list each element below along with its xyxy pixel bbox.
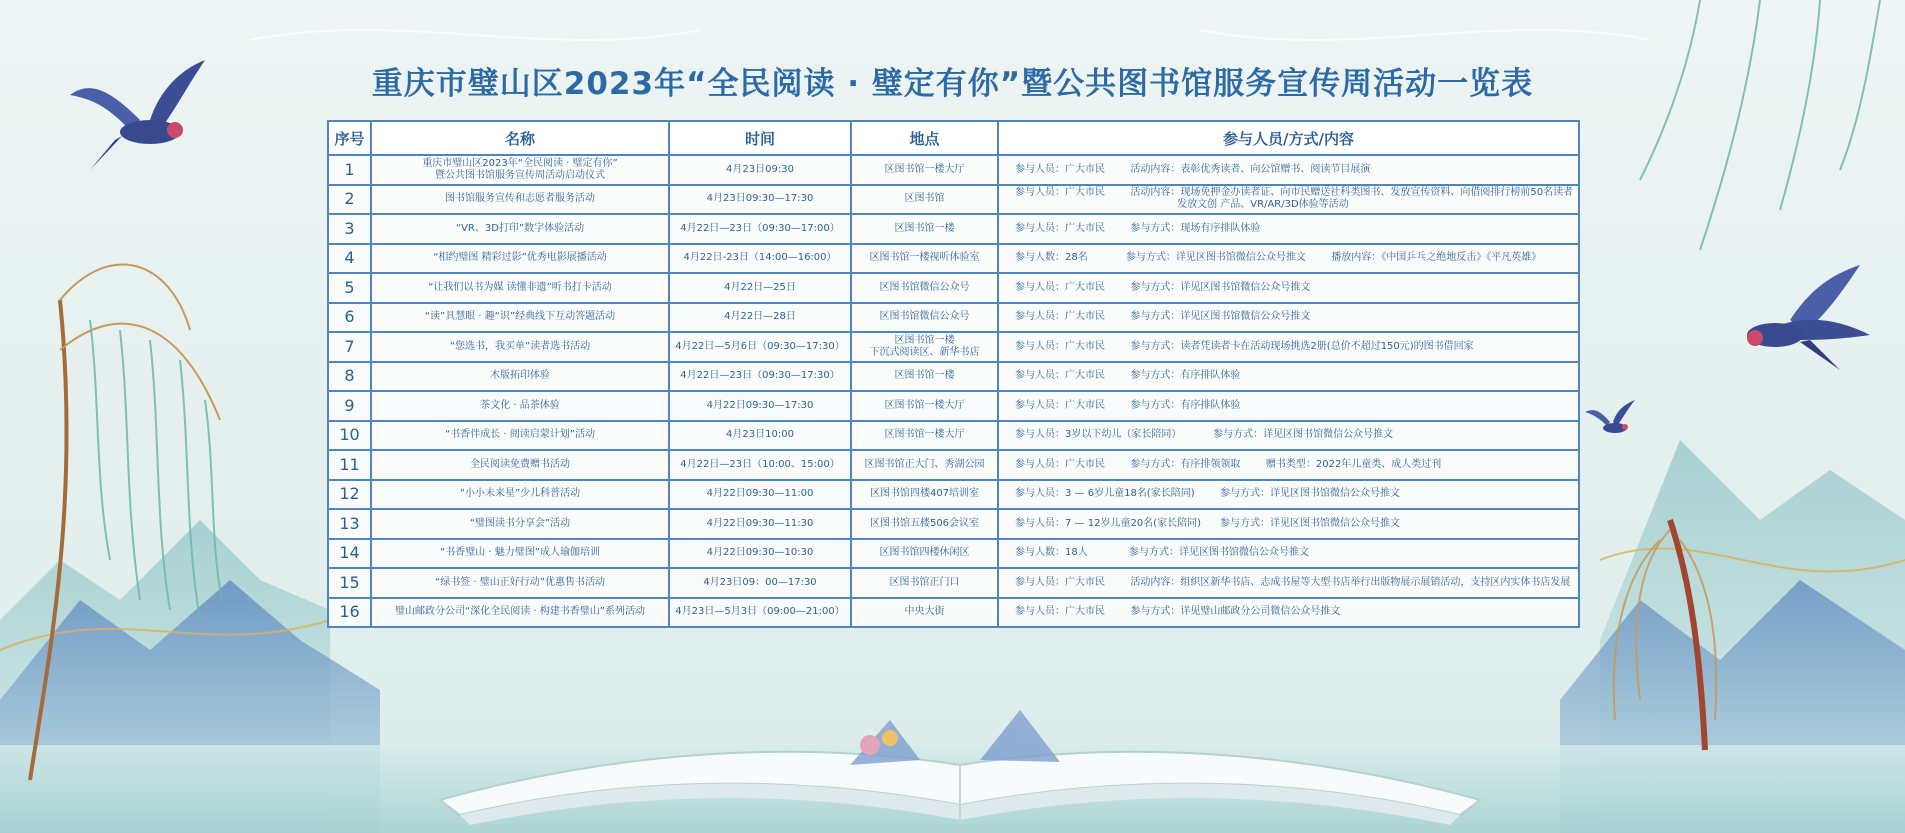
activity-place: 区图书馆一楼大厅 (851, 391, 998, 421)
activity-time: 4月22日—28日 (669, 303, 851, 333)
activity-time: 4月22日09:30—11:30 (669, 509, 851, 539)
activity-time: 4月22日—23日（09:30—17:00） (669, 214, 851, 244)
activity-time: 4月22日-23日（14:00—16:00） (669, 244, 851, 274)
activity-place: 区图书馆四楼休闲区 (851, 539, 998, 569)
row-number: 2 (328, 185, 371, 215)
activity-place: 区图书馆微信公众号 (851, 303, 998, 333)
column-header-detail: 参与人员/方式/内容 (998, 121, 1579, 155)
activity-time: 4月23日—5月3日（09:00—21:00） (669, 598, 851, 628)
activity-detail: 参与人员：广大市民 活动内容：表彰优秀读者、向公馆赠书、阅读节目展演 (998, 155, 1579, 185)
table-row (328, 273, 1579, 303)
activity-place: 区图书馆 (851, 185, 998, 215)
swallow-bird-icon (1585, 400, 1635, 442)
swallow-bird-icon (1720, 260, 1870, 380)
activity-time: 4月23日10:00 (669, 421, 851, 451)
activity-detail: 参与人数：28名 参与方式：详见区图书馆微信公众号推文 播放内容：《中国乒乓之绝地反击》《平凡英雄》 (998, 244, 1579, 274)
row-number: 12 (328, 480, 371, 510)
activity-name: “书香伴成长 · 阅读启蒙计划”活动 (371, 421, 669, 451)
table-row (328, 598, 1579, 628)
activity-detail: 参与人员：广大市民 活动内容：现场免押金办读者证、向市民赠送社科类图书、发放宣传资料、向借阅排行榜前50名读者 发放文创 产品、VR/AR/3D体验等活动 (998, 185, 1579, 215)
activity-name: “读”具慧眼 · 趣“识”经典线下互动答题活动 (371, 303, 669, 333)
column-header-number: 序号 (328, 121, 371, 155)
activity-place: 区图书馆正门口 (851, 568, 998, 598)
page-title: 重庆市璧山区2023年“全民阅读 · 璧定有你”暨公共图书馆服务宣传周活动一览表 (371, 66, 1534, 102)
activity-table (327, 120, 1580, 628)
activity-place: 区图书馆五楼506会议室 (851, 509, 998, 539)
activity-name: “相约璧图 精彩过影”优秀电影展播活动 (371, 244, 669, 274)
activity-name: 图书馆服务宣传和志愿者服务活动 (371, 185, 669, 215)
table-header-row (328, 121, 1579, 155)
activity-detail: 参与人员：广大市民 参与方式：有序排队体验 (998, 362, 1579, 392)
row-number: 9 (328, 391, 371, 421)
activity-place: 区图书馆一楼大厅 (851, 421, 998, 451)
activity-place: 中央大街 (851, 598, 998, 628)
activity-place: 区图书馆一楼视听体验室 (851, 244, 998, 274)
activity-name: 重庆市璧山区2023年“全民阅读 · 璧定有你” 暨公共图书馆服务宣传周活动启动仪式 (371, 155, 669, 185)
table-row (328, 391, 1579, 421)
row-number: 5 (328, 273, 371, 303)
activity-place: 区图书馆微信公众号 (851, 273, 998, 303)
activity-place: 区图书馆一楼 下沉式阅读区、新华书店 (851, 332, 998, 362)
activity-name: “书香璧山 · 魅力璧图”成人瑜伽培训 (371, 539, 669, 569)
table-row (328, 332, 1579, 362)
row-number: 8 (328, 362, 371, 392)
table-row (328, 509, 1579, 539)
column-header-place: 地点 (851, 121, 998, 155)
activity-table-container (327, 120, 1578, 628)
activity-detail: 参与人数：18人 参与方式：详见区图书馆微信公众号推文 (998, 539, 1579, 569)
column-header-time: 时间 (669, 121, 851, 155)
table-row (328, 568, 1579, 598)
row-number: 13 (328, 509, 371, 539)
row-number: 6 (328, 303, 371, 333)
table-row (328, 362, 1579, 392)
table-row (328, 244, 1579, 274)
activity-name: “璧图读书分享会”活动 (371, 509, 669, 539)
activity-place: 区图书馆四楼407培训室 (851, 480, 998, 510)
table-row (328, 480, 1579, 510)
activity-name: “您选书，我买单”读者选书活动 (371, 332, 669, 362)
activity-detail: 参与人员：7 — 12岁儿童20名(家长陪同) 参与方式：详见区图书馆微信公众号推文 (998, 509, 1579, 539)
activity-detail: 参与人员：3岁以下幼儿（家长陪同） 参与方式：详见区图书馆微信公众号推文 (998, 421, 1579, 451)
row-number: 4 (328, 244, 371, 274)
activity-time: 4月22日09:30—10:30 (669, 539, 851, 569)
table-row (328, 155, 1579, 185)
activity-place: 区图书馆一楼大厅 (851, 155, 998, 185)
table-row (328, 185, 1579, 215)
column-header-name: 名称 (371, 121, 669, 155)
activity-time: 4月22日09:30—17:30 (669, 391, 851, 421)
activity-name: 璧山邮政分公司“深化全民阅读 · 构建书香璧山”系列活动 (371, 598, 669, 628)
row-number: 1 (328, 155, 371, 185)
activity-place: 区图书馆正大门、秀湖公园 (851, 450, 998, 480)
row-number: 3 (328, 214, 371, 244)
row-number: 10 (328, 421, 371, 451)
open-book-illustration (420, 690, 1500, 830)
activity-name: 茶文化 · 品茶体验 (371, 391, 669, 421)
activity-name: “让我们以书为媒 读懂非遗”听书打卡活动 (371, 273, 669, 303)
table-row (328, 214, 1579, 244)
activity-time: 4月22日—23日（09:30—17:30） (669, 362, 851, 392)
row-number: 16 (328, 598, 371, 628)
activity-time: 4月22日—23日（10:00、15:00） (669, 450, 851, 480)
activity-time: 4月22日—25日 (669, 273, 851, 303)
activity-detail: 参与人员：广大市民 活动内容：组织区新华书店、志成书屋等大型书店举行出版物展示展销活动，支持区内实体书店发展 (998, 568, 1579, 598)
activity-detail: 参与人员：广大市民 参与方式：详见区图书馆微信公众号推文 (998, 273, 1579, 303)
activity-detail: 参与人员：广大市民 参与方式：读者凭读者卡在活动现场挑选2册(总价不超过150元)的图书借回家 (998, 332, 1579, 362)
activity-name: “VR、3D打印”数字体验活动 (371, 214, 669, 244)
row-number: 14 (328, 539, 371, 569)
activity-place: 区图书馆一楼 (851, 214, 998, 244)
row-number: 15 (328, 568, 371, 598)
activity-detail: 参与人员：3 — 6岁儿童18名(家长陪同) 参与方式：详见区图书馆微信公众号推文 (998, 480, 1579, 510)
activity-time: 4月22日—5月6日（09:30—17:30） (669, 332, 851, 362)
activity-detail: 参与人员：广大市民 参与方式：详见璧山邮政分公司微信公众号推文 (998, 598, 1579, 628)
activity-time: 4月23日09：00—17:30 (669, 568, 851, 598)
activity-detail: 参与人员：广大市民 参与方式：有序排队体验 (998, 391, 1579, 421)
activity-detail: 参与人员：广大市民 参与方式：有序排领领取 赠书类型：2022年儿童类、成人类过刊 (998, 450, 1579, 480)
table-row (328, 303, 1579, 333)
table-row (328, 450, 1579, 480)
activity-time: 4月23日09:30 (669, 155, 851, 185)
activity-place: 区图书馆一楼 (851, 362, 998, 392)
activity-name: 木版拓印体验 (371, 362, 669, 392)
table-row (328, 539, 1579, 569)
activity-detail: 参与人员：广大市民 参与方式：现场有序排队体验 (998, 214, 1579, 244)
activity-detail: 参与人员：广大市民 参与方式：详见区图书馆微信公众号推文 (998, 303, 1579, 333)
activity-time: 4月22日09:30—11:00 (669, 480, 851, 510)
activity-name: “绿书签 · 璧山正好行动”优惠售书活动 (371, 568, 669, 598)
activity-name: “小小未来星”少儿科普活动 (371, 480, 669, 510)
row-number: 7 (328, 332, 371, 362)
activity-time: 4月23日09:30—17:30 (669, 185, 851, 215)
activity-name: 全民阅读免费赠书活动 (371, 450, 669, 480)
table-row (328, 421, 1579, 451)
row-number: 11 (328, 450, 371, 480)
